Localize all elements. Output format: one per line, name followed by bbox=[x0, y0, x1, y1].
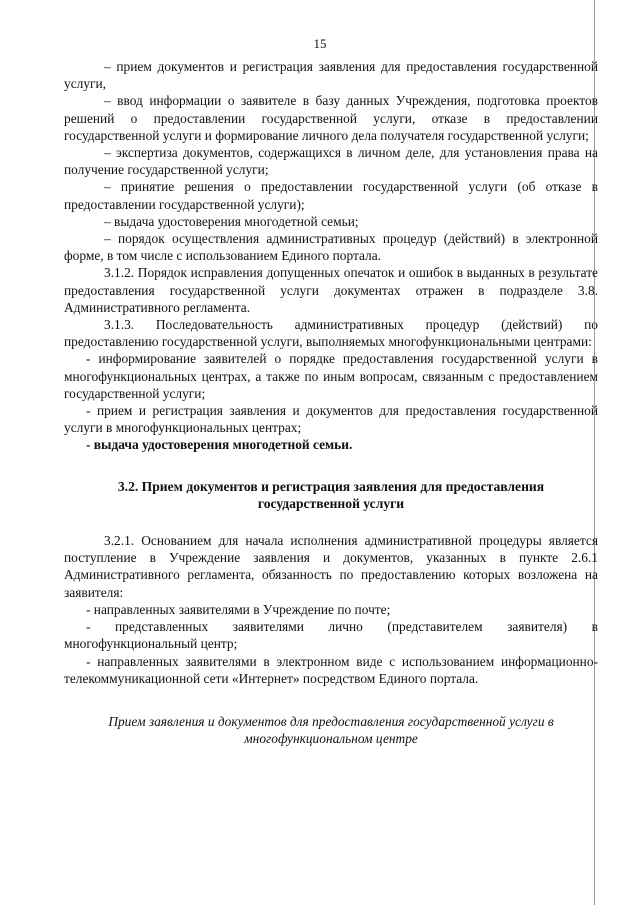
paragraph: 3.1.3. Последовательность административных процедур (действий) по предоставлению государственной услуги, выполняемых многофункциональными центрами: bbox=[64, 317, 598, 350]
paragraph: - направленных заявителями в Учреждение по почте; bbox=[86, 601, 391, 617]
subsection-heading: Прием заявления и документов для предоставления государственной услуги в многофункциональном центре bbox=[108, 713, 554, 747]
paragraph: - информирование заявителей о порядке предоставления государственной услуги в многофункциональных центрах, а также по иным вопросам, связанным с предоставлением государственной услуги; bbox=[64, 351, 598, 401]
document-body bbox=[64, 58, 598, 747]
paragraph: – выдача удостоверения многодетной семьи; bbox=[104, 213, 359, 229]
paragraph: - выдача удостоверения многодетной семьи. bbox=[86, 437, 353, 453]
section-heading: 3.2. Прием документов и регистрация заявления для предоставления государственной услуги bbox=[117, 478, 545, 511]
paragraph: - направленных заявителями в электронном виде с использованием информационно-телекоммуникационной сети «Интернет» посредством Единого портала. bbox=[64, 653, 598, 686]
paragraph: – принятие решения о предоставлении государственной услуги (об отказе в предоставлении государственной услуги); bbox=[64, 179, 598, 212]
paragraph: - прием и регистрация заявления и документов для предоставления государственной услуги в многофункциональных центрах; bbox=[64, 403, 598, 436]
paragraph: 3.1.2. Порядок исправления допущенных опечаток и ошибок в выданных в результате предоставления государственной услуги документах отражен в подразделе 3.8. Административного регламента. bbox=[64, 265, 598, 315]
paragraph: – прием документов и регистрация заявления для предоставления государственной услуги, bbox=[64, 59, 598, 92]
paragraph: – порядок осуществления административных процедур (действий) в электронной форме, в том числе с использованием Единого портала. bbox=[64, 231, 598, 264]
paragraph: - представленных заявителями лично (представителем заявителя) в многофункциональный центр; bbox=[64, 619, 598, 652]
paragraph: – экспертиза документов, содержащихся в личном деле, для установления права на получение государственной услуги; bbox=[64, 145, 598, 178]
paragraph: – ввод информации о заявителе в базу данных Учреждения, подготовка проектов решений о предоставлении государственной услуги, отказе в предоставлении государственной услуги и формирование личного дела получателя государственной услуги; bbox=[64, 93, 598, 143]
paragraph: 3.2.1. Основанием для начала исполнения административной процедуры является поступление в Учреждение заявления и документов, указанных в пункте 2.6.1 Административного регламента, обязанность по предоставлению которых возложена на заявителя: bbox=[64, 533, 598, 600]
page-number: 15 bbox=[313, 36, 327, 51]
